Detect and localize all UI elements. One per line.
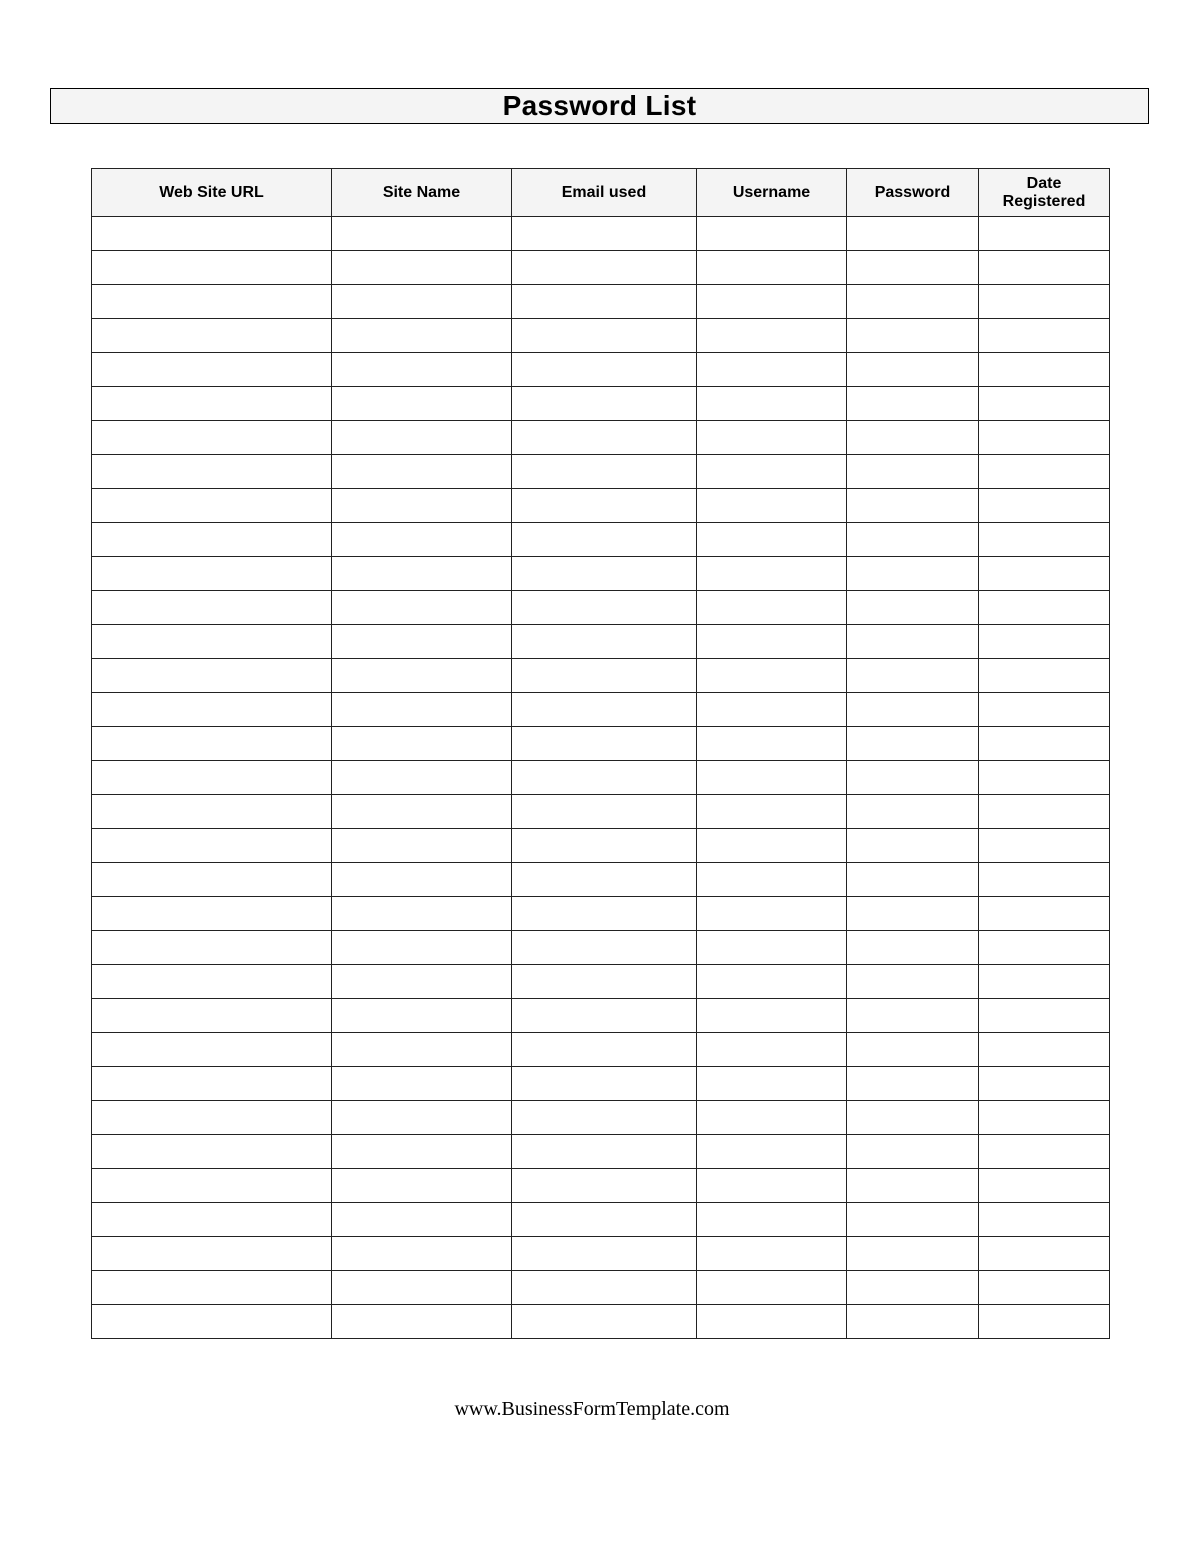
cell-username[interactable] (697, 251, 847, 285)
cell-date-registered[interactable] (979, 319, 1110, 353)
cell-username[interactable] (697, 761, 847, 795)
cell-site-name[interactable] (332, 285, 512, 319)
cell-password[interactable] (847, 1271, 979, 1305)
cell-web-site-url[interactable] (92, 931, 332, 965)
column-header-web-site-url: Web Site URL (92, 169, 332, 217)
cell-email-used[interactable] (512, 965, 697, 999)
cell-password[interactable] (847, 421, 979, 455)
cell-web-site-url[interactable] (92, 591, 332, 625)
cell-web-site-url[interactable] (92, 829, 332, 863)
cell-date-registered[interactable] (979, 285, 1110, 319)
cell-date-registered[interactable] (979, 1067, 1110, 1101)
cell-web-site-url[interactable] (92, 693, 332, 727)
cell-date-registered[interactable] (979, 727, 1110, 761)
table-row (92, 659, 1110, 693)
cell-web-site-url[interactable] (92, 761, 332, 795)
cell-username[interactable] (697, 387, 847, 421)
cell-password[interactable] (847, 1033, 979, 1067)
cell-username[interactable] (697, 625, 847, 659)
cell-date-registered[interactable] (979, 761, 1110, 795)
table-row (92, 625, 1110, 659)
cell-date-registered[interactable] (979, 591, 1110, 625)
cell-username[interactable] (697, 489, 847, 523)
cell-site-name[interactable] (332, 863, 512, 897)
table-row (92, 1203, 1110, 1237)
cell-username[interactable] (697, 965, 847, 999)
cell-username[interactable] (697, 1033, 847, 1067)
cell-date-registered[interactable] (979, 1271, 1110, 1305)
cell-email-used[interactable] (512, 1271, 697, 1305)
cell-email-used[interactable] (512, 1067, 697, 1101)
cell-email-used[interactable] (512, 421, 697, 455)
cell-web-site-url[interactable] (92, 1203, 332, 1237)
cell-password[interactable] (847, 523, 979, 557)
cell-date-registered[interactable] (979, 1305, 1110, 1339)
cell-site-name[interactable] (332, 1135, 512, 1169)
cell-email-used[interactable] (512, 897, 697, 931)
cell-web-site-url[interactable] (92, 285, 332, 319)
cell-username[interactable] (697, 829, 847, 863)
cell-date-registered[interactable] (979, 557, 1110, 591)
cell-email-used[interactable] (512, 829, 697, 863)
cell-username[interactable] (697, 1067, 847, 1101)
cell-password[interactable] (847, 625, 979, 659)
cell-date-registered[interactable] (979, 421, 1110, 455)
cell-site-name[interactable] (332, 557, 512, 591)
cell-username[interactable] (697, 523, 847, 557)
table-row (92, 591, 1110, 625)
cell-web-site-url[interactable] (92, 795, 332, 829)
table-body (92, 217, 1110, 1339)
table-row (92, 897, 1110, 931)
cell-date-registered[interactable] (979, 863, 1110, 897)
cell-web-site-url[interactable] (92, 1271, 332, 1305)
cell-web-site-url[interactable] (92, 999, 332, 1033)
column-header-email-used: Email used (512, 169, 697, 217)
cell-site-name[interactable] (332, 319, 512, 353)
cell-password[interactable] (847, 1135, 979, 1169)
cell-site-name[interactable] (332, 1271, 512, 1305)
cell-site-name[interactable] (332, 761, 512, 795)
column-header-password: Password (847, 169, 979, 217)
cell-date-registered[interactable] (979, 897, 1110, 931)
cell-web-site-url[interactable] (92, 421, 332, 455)
cell-username[interactable] (697, 1237, 847, 1271)
cell-web-site-url[interactable] (92, 727, 332, 761)
table-row (92, 489, 1110, 523)
cell-site-name[interactable] (332, 591, 512, 625)
cell-web-site-url[interactable] (92, 1101, 332, 1135)
cell-username[interactable] (697, 421, 847, 455)
cell-username[interactable] (697, 217, 847, 251)
cell-email-used[interactable] (512, 761, 697, 795)
table-row (92, 319, 1110, 353)
cell-web-site-url[interactable] (92, 353, 332, 387)
cell-web-site-url[interactable] (92, 455, 332, 489)
cell-site-name[interactable] (332, 523, 512, 557)
cell-date-registered[interactable] (979, 523, 1110, 557)
cell-web-site-url[interactable] (92, 319, 332, 353)
table-row (92, 863, 1110, 897)
cell-date-registered[interactable] (979, 659, 1110, 693)
cell-email-used[interactable] (512, 1203, 697, 1237)
cell-password[interactable] (847, 693, 979, 727)
cell-email-used[interactable] (512, 1169, 697, 1203)
cell-password[interactable] (847, 863, 979, 897)
cell-date-registered[interactable] (979, 251, 1110, 285)
cell-site-name[interactable] (332, 353, 512, 387)
table-row (92, 1305, 1110, 1339)
cell-username[interactable] (697, 455, 847, 489)
cell-site-name[interactable] (332, 659, 512, 693)
table-row (92, 421, 1110, 455)
cell-date-registered[interactable] (979, 455, 1110, 489)
cell-web-site-url[interactable] (92, 1305, 332, 1339)
password-table (91, 168, 1110, 1339)
cell-email-used[interactable] (512, 1305, 697, 1339)
cell-date-registered[interactable] (979, 829, 1110, 863)
cell-site-name[interactable] (332, 999, 512, 1033)
table-row (92, 761, 1110, 795)
cell-site-name[interactable] (332, 455, 512, 489)
cell-email-used[interactable] (512, 387, 697, 421)
table-row (92, 1169, 1110, 1203)
cell-date-registered[interactable] (979, 387, 1110, 421)
cell-site-name[interactable] (332, 965, 512, 999)
cell-email-used[interactable] (512, 319, 697, 353)
table-row (92, 1135, 1110, 1169)
cell-email-used[interactable] (512, 625, 697, 659)
cell-password[interactable] (847, 353, 979, 387)
cell-username[interactable] (697, 999, 847, 1033)
cell-password[interactable] (847, 251, 979, 285)
cell-site-name[interactable] (332, 421, 512, 455)
cell-web-site-url[interactable] (92, 217, 332, 251)
cell-web-site-url[interactable] (92, 251, 332, 285)
cell-password[interactable] (847, 1067, 979, 1101)
cell-site-name[interactable] (332, 387, 512, 421)
cell-date-registered[interactable] (979, 489, 1110, 523)
table-row (92, 795, 1110, 829)
cell-web-site-url[interactable] (92, 659, 332, 693)
cell-password[interactable] (847, 319, 979, 353)
cell-web-site-url[interactable] (92, 1067, 332, 1101)
cell-date-registered[interactable] (979, 1203, 1110, 1237)
cell-site-name[interactable] (332, 489, 512, 523)
table-row (92, 1237, 1110, 1271)
cell-password[interactable] (847, 795, 979, 829)
cell-web-site-url[interactable] (92, 489, 332, 523)
cell-web-site-url[interactable] (92, 625, 332, 659)
cell-site-name[interactable] (332, 795, 512, 829)
cell-email-used[interactable] (512, 251, 697, 285)
cell-date-registered[interactable] (979, 1169, 1110, 1203)
cell-email-used[interactable] (512, 523, 697, 557)
cell-username[interactable] (697, 1271, 847, 1305)
cell-email-used[interactable] (512, 863, 697, 897)
cell-password[interactable] (847, 387, 979, 421)
cell-site-name[interactable] (332, 897, 512, 931)
cell-email-used[interactable] (512, 353, 697, 387)
column-header-site-name: Site Name (332, 169, 512, 217)
cell-site-name[interactable] (332, 1305, 512, 1339)
cell-password[interactable] (847, 217, 979, 251)
cell-username[interactable] (697, 1169, 847, 1203)
cell-username[interactable] (697, 1203, 847, 1237)
table-row (92, 1067, 1110, 1101)
cell-username[interactable] (697, 659, 847, 693)
table-row (92, 727, 1110, 761)
cell-password[interactable] (847, 965, 979, 999)
cell-site-name[interactable] (332, 251, 512, 285)
cell-password[interactable] (847, 1203, 979, 1237)
table-row (92, 285, 1110, 319)
cell-date-registered[interactable] (979, 693, 1110, 727)
table-row (92, 965, 1110, 999)
cell-web-site-url[interactable] (92, 1237, 332, 1271)
table-row (92, 829, 1110, 863)
footer-website: www.BusinessFormTemplate.com (454, 1398, 730, 1420)
cell-password[interactable] (847, 727, 979, 761)
cell-web-site-url[interactable] (92, 557, 332, 591)
cell-date-registered[interactable] (979, 1237, 1110, 1271)
cell-site-name[interactable] (332, 1203, 512, 1237)
cell-web-site-url[interactable] (92, 1033, 332, 1067)
cell-email-used[interactable] (512, 727, 697, 761)
cell-username[interactable] (697, 353, 847, 387)
table-row (92, 387, 1110, 421)
cell-date-registered[interactable] (979, 999, 1110, 1033)
cell-username[interactable] (697, 557, 847, 591)
cell-site-name[interactable] (332, 1169, 512, 1203)
cell-username[interactable] (697, 1305, 847, 1339)
cell-email-used[interactable] (512, 455, 697, 489)
cell-email-used[interactable] (512, 659, 697, 693)
cell-email-used[interactable] (512, 931, 697, 965)
cell-web-site-url[interactable] (92, 1169, 332, 1203)
cell-email-used[interactable] (512, 795, 697, 829)
page-title: Password List (502, 90, 697, 121)
cell-username[interactable] (697, 795, 847, 829)
cell-site-name[interactable] (332, 1033, 512, 1067)
cell-email-used[interactable] (512, 285, 697, 319)
cell-date-registered[interactable] (979, 1101, 1110, 1135)
cell-site-name[interactable] (332, 625, 512, 659)
cell-web-site-url[interactable] (92, 523, 332, 557)
cell-date-registered[interactable] (979, 625, 1110, 659)
cell-site-name[interactable] (332, 1101, 512, 1135)
table-row (92, 931, 1110, 965)
cell-password[interactable] (847, 1101, 979, 1135)
cell-password[interactable] (847, 455, 979, 489)
cell-email-used[interactable] (512, 591, 697, 625)
cell-password[interactable] (847, 1237, 979, 1271)
cell-username[interactable] (697, 285, 847, 319)
table-row (92, 353, 1110, 387)
table-row (92, 557, 1110, 591)
cell-password[interactable] (847, 897, 979, 931)
cell-date-registered[interactable] (979, 1033, 1110, 1067)
cell-date-registered[interactable] (979, 931, 1110, 965)
cell-username[interactable] (697, 1135, 847, 1169)
cell-web-site-url[interactable] (92, 1135, 332, 1169)
cell-email-used[interactable] (512, 1237, 697, 1271)
cell-email-used[interactable] (512, 1101, 697, 1135)
table-row (92, 523, 1110, 557)
cell-email-used[interactable] (512, 489, 697, 523)
cell-password[interactable] (847, 489, 979, 523)
cell-username[interactable] (697, 727, 847, 761)
cell-web-site-url[interactable] (92, 863, 332, 897)
cell-site-name[interactable] (332, 693, 512, 727)
cell-password[interactable] (847, 1169, 979, 1203)
table-header (92, 169, 1110, 217)
cell-username[interactable] (697, 693, 847, 727)
cell-site-name[interactable] (332, 1237, 512, 1271)
cell-site-name[interactable] (332, 829, 512, 863)
header-row (92, 169, 1110, 217)
cell-username[interactable] (697, 591, 847, 625)
cell-username[interactable] (697, 1101, 847, 1135)
cell-email-used[interactable] (512, 1033, 697, 1067)
cell-password[interactable] (847, 829, 979, 863)
table-row (92, 999, 1110, 1033)
cell-username[interactable] (697, 319, 847, 353)
cell-email-used[interactable] (512, 557, 697, 591)
table-row (92, 1271, 1110, 1305)
cell-email-used[interactable] (512, 999, 697, 1033)
cell-username[interactable] (697, 863, 847, 897)
cell-site-name[interactable] (332, 217, 512, 251)
cell-password[interactable] (847, 591, 979, 625)
cell-username[interactable] (697, 897, 847, 931)
table-row (92, 251, 1110, 285)
cell-password[interactable] (847, 1305, 979, 1339)
cell-password[interactable] (847, 999, 979, 1033)
cell-date-registered[interactable] (979, 965, 1110, 999)
cell-web-site-url[interactable] (92, 387, 332, 421)
cell-date-registered[interactable] (979, 217, 1110, 251)
cell-email-used[interactable] (512, 217, 697, 251)
cell-username[interactable] (697, 931, 847, 965)
table-row (92, 455, 1110, 489)
table-row (92, 693, 1110, 727)
cell-password[interactable] (847, 659, 979, 693)
cell-password[interactable] (847, 285, 979, 319)
cell-site-name[interactable] (332, 1067, 512, 1101)
table-row (92, 1101, 1110, 1135)
cell-site-name[interactable] (332, 727, 512, 761)
column-header-username: Username (697, 169, 847, 217)
cell-password[interactable] (847, 557, 979, 591)
cell-password[interactable] (847, 761, 979, 795)
cell-password[interactable] (847, 931, 979, 965)
table-row (92, 217, 1110, 251)
cell-web-site-url[interactable] (92, 965, 332, 999)
cell-email-used[interactable] (512, 693, 697, 727)
cell-date-registered[interactable] (979, 795, 1110, 829)
table-row (92, 1033, 1110, 1067)
cell-date-registered[interactable] (979, 1135, 1110, 1169)
cell-email-used[interactable] (512, 1135, 697, 1169)
cell-site-name[interactable] (332, 931, 512, 965)
column-header-date-registered: Date Registered (979, 169, 1110, 217)
cell-web-site-url[interactable] (92, 897, 332, 931)
title-box (50, 88, 1149, 124)
cell-date-registered[interactable] (979, 353, 1110, 387)
